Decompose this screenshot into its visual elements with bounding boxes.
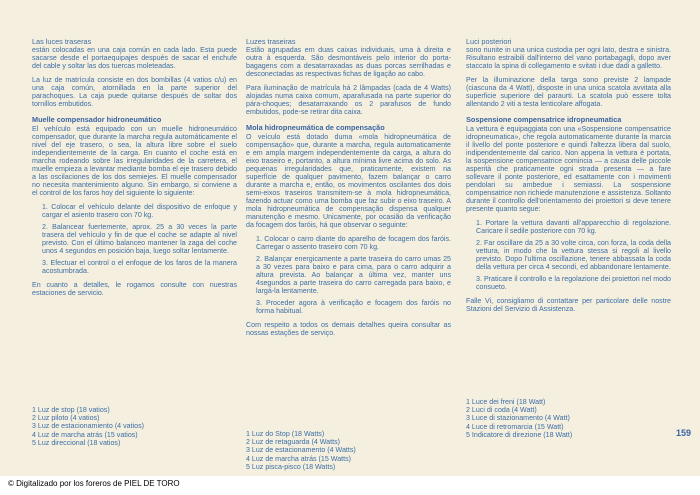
bulb-item: 1 Luz de stop (18 vatios) [32,406,110,414]
step: 1. Portare la vettura davanti all'apparecchio di regolazione. Caricare il sedile posteriore con 70 kg. [476,219,671,235]
bulb-item: 4 Luz de marcha atrás (15 Watts) [246,454,352,463]
step: 2. Far oscillare da 25 a 30 volte circa, con forza, la coda della vettura, in modo che la vettura stessa si regoli al livello previsto. Dopo l'ultima oscillazione, tenere abbassata la coda della vettura per circa 4 secondi, ed abbandonare lentamente. [476,239,671,271]
section-heading: Mola hidropneumática de compensação [246,123,385,132]
step: 3. Efectuar el control o el enfoque de los faros de la manera acostumbrada. [42,259,237,275]
paragraph: Falle Vi, consigliamo di contattare per particolare delle nostre Stazioni del Servizio di Assistenza. [466,297,671,313]
page-number: 159 [676,428,692,438]
step: 1. Colocar o carro diante do aparelho de focagem dos faróis. Carregar o assento traseiro com 70 kg. [256,235,451,251]
paragraph: Com respeito a todos os demais detalhes queira consultar as nossas estações de serviço. [246,321,451,337]
bulb-item: 1 Luce dei freni (18 Watt) [466,398,546,406]
paragraph: Para iluminação de matrícula há 2 lâmpadas (cada de 4 Watts) alojadas numa caixa comum, aparafusada na parte superior do pára-choques; desatarraxando os 2 parafusos de fundo embutidos, pode-se retirar dita caixa. [246,84,451,116]
paragraph: Per la illuminazione della targa sono previste 2 lampade (ciascuna da 4 Watt), disposte in una unica scatola avvitata alla superficie superiore del paraurti. La scatola può essere tolta allentando 2 viti a testa lenticolare affogata. [466,76,671,108]
paragraph: sono riunite in una unica custodia per ogni lato, destra e sinistra. Risultano estraibili dall'interno del vano portabagagli, dopo aver staccato la spina di collegamento e svitati i due dadi a galletto. [466,46,671,70]
bulb-item: 5 Luz direccional (18 vatios) [32,438,121,447]
step: 1. Colocar el vehículo delante del dispositivo de enfoque y cargar el asiento trasero con 70 kg. [42,203,237,219]
footer-credit: © Digitalizado por los foreros de PIEL DE TORO [8,479,180,488]
column-italian [466,38,671,319]
bulb-item: 3 Luz de estacionamento (4 Watts) [246,446,356,455]
steps-list [466,219,671,291]
section-heading: Muelle compensador hidroneumático [32,115,162,124]
step: 2. Balançar energicamente a parte traseira do carro umas 25 a 30 vezes para baixo e para cima, para o carro adquirir a altura prevista. Ao balançar a última vez, manter uns 4segundos a parte traseira do carro carregada para baixo, e largá-la lentamente. [256,255,451,295]
bulb-item: 5 Indicatore di direzione (18 Watt) [466,430,573,439]
bulb-item: 3 Luce di stazionamento (4 Watt) [466,414,570,423]
bulb-item: 4 Luce di retromarcia (15 Watt) [466,422,564,431]
steps-list [246,235,451,315]
paragraph: están colocadas en una caja común en cada lado. Esta puede sacarse desde el portaequipajes después de sacar el enchufe del cable y soltar las dos tuercas moleteadas. [32,46,237,70]
paragraph: La vettura è equipaggiata con una «Sospensione compensatrice idropneumatica», che regola automaticamente durante la marcia il livello del ponte posteriore e quindi l'altezza libera dal suolo, indipendentemente dal carico. Non appena la vettura è portata, la sospensione compensatrice comincia — a causa delle piccole asperità che praticamente ogni strada presenta — a fare sollevare il ponte posteriore, ed esattamente con i movimenti pendolari su ambedue i semiassi. La sospensione compensatrice non richiede manutenzione e assistenza. Soltanto durante il controllo dell'orientamento dei proiettori si deve tenere presente quanto segue: [466,125,671,213]
section-title: Luci posteriori [466,37,512,46]
paragraph: El vehículo está equipado con un muelle hidroneumático compensador, que durante la marcha regula automáticamente el nivel del eje trasero, o sea, la altura libre sobre el suelo independientemente de la carga. En cuanto el coche está en marcha rodeando sobre las irregularidades de la carretera, el muelle empieza a levantar mediante bomba el eje trasero debido a las oscilaciones de los dos semiejes. El muelle compensador no necesita mantenimiento alguno. Sin embargo, si conviene a el control de los faros hoy del siguiente lo siguiente: [32,125,237,197]
bulb-item: 2 Luz piloto (4 vatios) [32,414,100,423]
paragraph: O veículo está dotado duma «mola hidropneumática de compensação» que, durante a marcha, regula automaticamente e em ampla margem independentemente da carga, a altura do eixo traseiro e, portanto, a altura mínima livre acima do solo. As pequenas irregularidades que, praticamente, existem na superfície de qualquer pavimento, fazem balançar o carro durante a marcha e, então, os movimentos oscilantes dos dois semi-eixos traseiros transmitem-se à mola hidropneumática, fazendo actuar como uma bomba que faz subir o eixo traseiro. A mola hidropneumática de compensação dispensa qualquer manutenção e mesmo. Unicamente, por ocasião da verificação da focagem dos faróis, há que observar o seguinte: [246,133,451,229]
bulb-item: 2 Luci di coda (4 Watt) [466,406,537,415]
bulb-item: 1 Luz do Stop (18 Watts) [246,430,325,438]
paragraph: La luz de matrícula consiste en dos bombillas (4 vatios c/u) en una caja común, atornillada en la parte superior del parachoques. La caja puede quitarse después de soltar dos tornillos embutidos. [32,76,237,108]
bulb-list-italian [466,398,671,439]
bulb-item: 2 Luz de retaguarda (4 Watts) [246,438,340,447]
column-portuguese [246,38,451,343]
section-heading: Sospensione compensatrice idropneumatica [466,115,622,124]
bulb-item: 5 Luz pisca-pisco (18 Watts) [246,462,336,471]
bulb-item: 3 Luz de estacionamiento (4 vatios) [32,422,144,431]
step: 3. Proceder agora à verificação e focagem dos faróis no forma habitual. [256,299,451,315]
section-title: Las luces traseras [32,37,92,46]
step: 3. Praticare il controllo e la regolazione dei proiettori nel modo consueto. [476,275,671,291]
section-title: Luzes traseiras [246,37,296,46]
bulb-list-portuguese [246,430,451,471]
paragraph: En cuanto a detalles, le rogamos consulte con nuestras estaciones de servicio. [32,281,237,297]
step: 2. Balancear fuertemente, aprox. 25 a 30 veces la parte trasera del vehículo y fin de que el coche se adapte al nivel previsto. Con el último balanceo mantener la zaga del coche unos 4 segundos en posición baja, luego soltar lentamente. [42,223,237,255]
paragraph: Estão agrupadas em duas caixas individuais, uma à direita e outra à esquerda. São desmontáveis pelo interior do porta-bagagens com a desatarraxadas as duas porcas serrilhadas e desconectadas as respectivas fichas de ligação ao cabo. [246,46,451,78]
column-spanish [32,38,237,303]
bulb-item: 4 Luz de marcha atrás (15 vatios) [32,430,138,439]
steps-list [32,203,237,275]
bulb-list-spanish [32,406,237,447]
